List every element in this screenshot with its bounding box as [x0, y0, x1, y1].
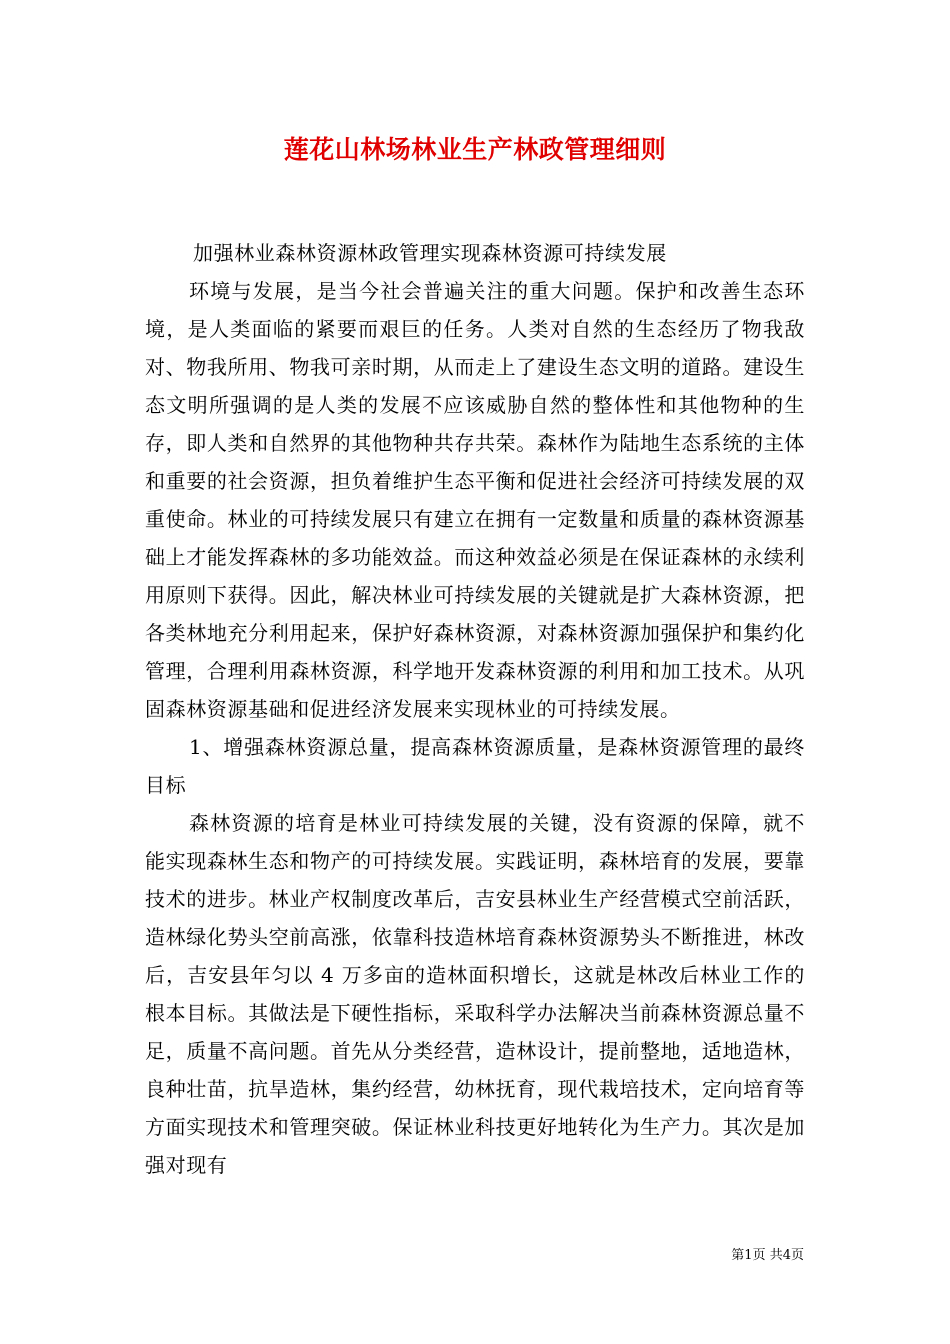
subtitle-paragraph: 加强林业森林资源林政管理实现森林资源可持续发展: [193, 241, 667, 265]
document-title: 莲花山林场林业生产林政管理细则: [283, 135, 667, 164]
section-1-paragraph: 森林资源的培育是林业可持续发展的关键，没有资源的保障，就不能实现森林生态和物产的可持续发展。实践证明，森林培育的发展，要靠技术的进步。林业产权制度改革后，吉安县林业生产经营模式空前活跃，造林绿化势头空前高涨，依靠科技造林培育森林资源势头不断推进，林改后，吉安县年匀以 4 万多亩的造林面积增长，这就是林改后林业工作的根本目标。其做法是下硬性指标，采取科学办法解决当前森林资源总量不足，质量不高问题。首先从分类经营，造林设计，提前整地，适地造林，良种壮苗，抗旱造林，集约经营，幼林抚育，现代栽培技术，定向培育等方面实现技术和管理突破。保证林业科技更好地转化为生产力。其次是加强对现有: [145, 811, 805, 1177]
footer-current-page: 1: [744, 1248, 753, 1263]
document-body: [145, 234, 805, 1184]
intro-paragraph: 环境与发展，是当今社会普遍关注的重大问题。保护和改善生态环境，是人类面临的紧要而艰巨的任务。人类对自然的生态经历了物我敌对、物我所用、物我可亲时期，从而走上了建设生态文明的道路。建设生态文明所强调的是人类的发展不应该威胁自然的整体性和其他物种的生存，即人类和自然界的其他物种共存共荣。森林作为陆地生态系统的主体和重要的社会资源，担负着维护生态平衡和促进社会经济可持续发展的双重使命。林业的可持续发展只有建立在拥有一定数量和质量的森林资源基础上才能发挥森林的多功能效益。而这种效益必须是在保证森林的永续利用原则下获得。因此，解决林业可持续发展的关键就是扩大森林资源，把各类林地充分利用起来，保护好森林资源，对森林资源加强保护和集约化管理，合理利用森林资源，科学地开发森林资源的利用和加工技术。从巩固森林资源基础和促进经济发展来实现林业的可持续发展。: [145, 279, 805, 721]
footer-prefix: 第: [731, 1248, 745, 1263]
footer-middle: 页 共: [752, 1248, 783, 1263]
section-heading-1: 1、增强森林资源总量，提高森林资源质量，是森林资源管理的最终目标: [145, 735, 805, 797]
page-number-footer: [731, 1247, 804, 1265]
footer-total-pages: 4: [782, 1248, 791, 1263]
footer-suffix: 页: [790, 1248, 804, 1263]
